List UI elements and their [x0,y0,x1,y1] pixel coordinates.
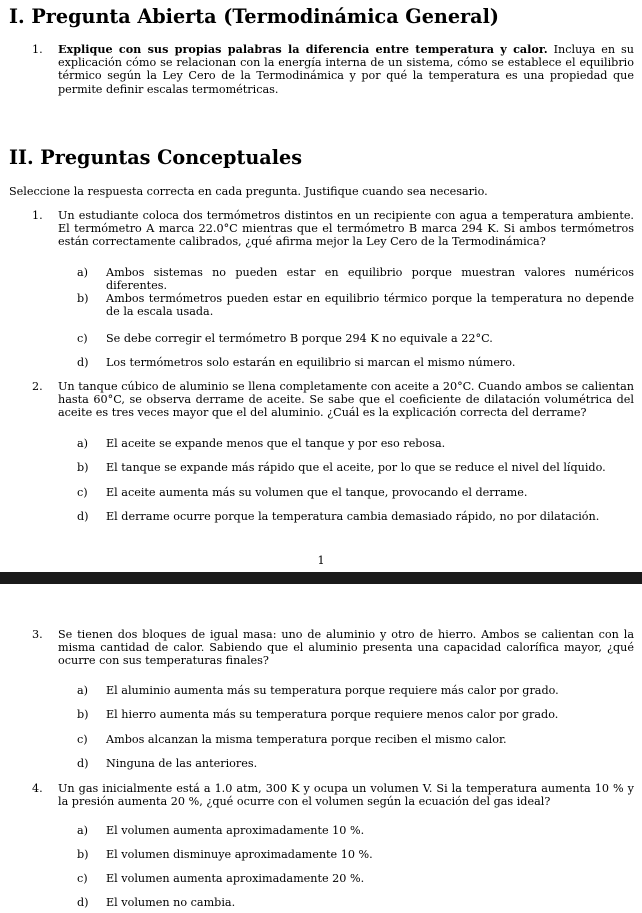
option-label: c) [77,332,88,345]
page-2 [0,584,642,913]
option-text: El derrame ocurre porque la temperatura cambia demasiado rápido, no por dilatación. [106,510,600,523]
question-text: Un gas inicialmente está a 1.0 atm, 300 K y ocupa un volumen V. Si la temperatura aumenta 10 % y la presión aumenta 20 %, ¿qué ocurre con el volumen según la ecuación del gas ideal? [58,782,634,809]
open-question-text [58,43,634,96]
option-text: Se debe corregir el termómetro B porque 294 K no equivale a 22°C. [106,332,493,345]
section-2-intro: Seleccione la respuesta correcta en cada pregunta. Justifique cuando sea necesario. [9,185,488,198]
question-number: 2. [32,380,43,393]
option-label: d) [77,757,89,770]
question-text: Un tanque cúbico de aluminio se llena completamente con aceite a 20°C. Cuando ambos se calientan hasta 60°C, se observa derrame de aceite. Se sabe que el coeficiente de dilatación volumétrica del aceite es tres veces mayor que el del aluminio. ¿Cuál es la explicación correcta del derrame? [58,380,634,420]
option-text: Ninguna de las anteriores. [106,757,258,770]
option-text: El aluminio aumenta más su temperatura porque requiere más calor por grado. [106,684,559,697]
page-separator [0,572,642,584]
option-label: a) [77,266,89,279]
option-label: d) [77,896,89,909]
open-question-lead: Explique con sus propias palabras la diferencia entre temperatura y calor. [58,42,548,56]
question-number: 1. [32,209,43,222]
option-text: Los termómetros solo estarán en equilibrio si marcan el mismo número. [106,356,516,369]
question-text: Un estudiante coloca dos termómetros distintos en un recipiente con agua a temperatura ambiente. El termómetro A marca 22.0°C mientras que el termómetro B marca 294 K. Si ambos termómetros están correctamente calibrados, ¿qué afirma mejor la Ley Cero de la Termodinámica? [58,209,634,249]
option-text: El hierro aumenta más su temperatura porque requiere menos calor por grado. [106,708,559,721]
option-text: El tanque se expande más rápido que el aceite, por lo que se reduce el nivel del líquido. [106,461,606,474]
option-text: El volumen disminuye aproximadamente 10 %. [106,848,373,861]
option-label: d) [77,510,89,523]
option-text: Ambos alcanzan la misma temperatura porque reciben el mismo calor. [106,733,507,746]
option-text: Ambos termómetros pueden estar en equilibrio térmico porque la temperatura no depende de la escala usada. [106,292,634,319]
option-label: a) [77,684,89,697]
option-text: El volumen aumenta aproximadamente 10 %. [106,824,365,837]
option-label: a) [77,437,89,450]
option-label: c) [77,486,88,499]
option-text: El volumen no cambia. [106,896,236,909]
section-2-title: II. Preguntas Conceptuales [9,146,303,169]
option-text: El volumen aumenta aproximadamente 20 %. [106,872,365,885]
question-number: 4. [32,782,43,795]
section-1-title: I. Pregunta Abierta (Termodinámica General) [9,5,499,28]
page-number: 1 [317,554,325,567]
option-label: b) [77,708,89,721]
option-label: a) [77,824,89,837]
option-text: El aceite aumenta más su volumen que el tanque, provocando el derrame. [106,486,528,499]
question-text: Se tienen dos bloques de igual masa: uno de aluminio y otro de hierro. Ambos se calientan con la misma cantidad de calor. Sabiendo que el aluminio presenta una capacidad calorífica mayor, ¿qué ocurre con sus temperaturas finales? [58,628,634,668]
open-question-rest: Incluya en su explicación cómo se relacionan con la energía interna de un sistema, cómo se establece el equilibrio térmico según la Ley Cero de la Termodinámica y por qué la temperatura es una propiedad que permite definir escalas termométricas. [58,43,634,96]
option-label: c) [77,733,88,746]
option-label: b) [77,292,89,305]
option-label: d) [77,356,89,369]
option-label: b) [77,461,89,474]
open-question-number: 1. [32,43,43,56]
option-text: El aceite se expande menos que el tanque y por eso rebosa. [106,437,446,450]
option-label: c) [77,872,88,885]
option-text: Ambos sistemas no pueden estar en equilibrio porque muestran valores numéricos diferentes. [106,266,634,293]
question-number: 3. [32,628,43,641]
option-label: b) [77,848,89,861]
